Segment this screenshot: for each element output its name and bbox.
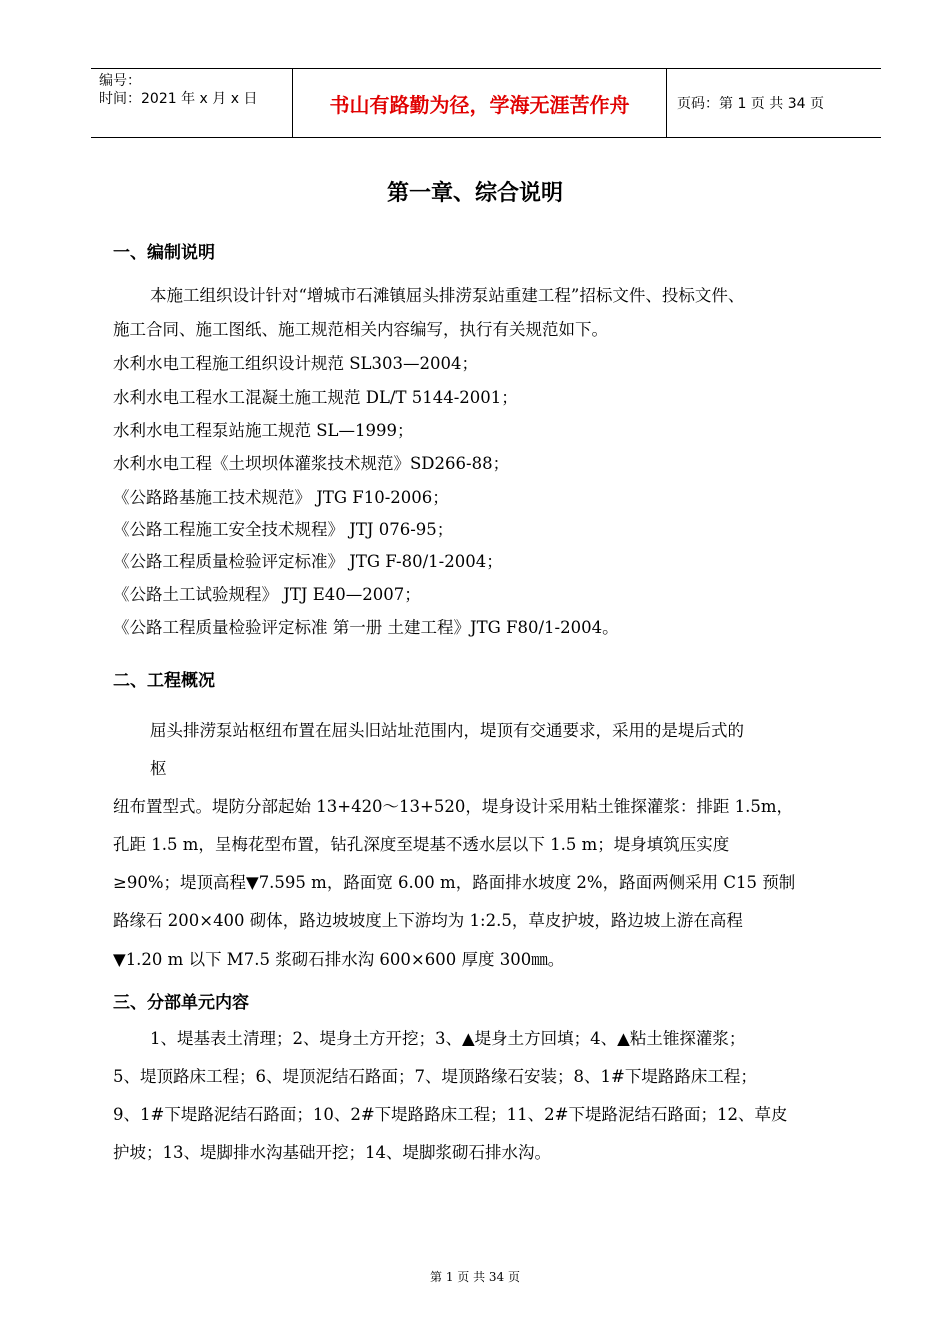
time-label: 时间：2021 年 x 月 x 日 — [99, 91, 258, 107]
section-heading-3: 三、分部单元内容 — [113, 993, 249, 1013]
paragraph-line: 施工合同、施工图纸、施工规范相关内容编写，执行有关规范如下。 — [113, 320, 608, 339]
paragraph-line: 路缘石 200×400 砌体，路边坡坡度上下游均为 1:2.5，草皮护坡，路边坡上游在高程 — [113, 911, 743, 930]
paragraph-line: ▼1.20 m 以下 M7.5 浆砌石排水沟 600×600 厚度 300㎜。 — [113, 950, 565, 969]
page-label: 页码：第 1 页 共 34 页 — [677, 96, 824, 112]
paragraph-line: 本施工组织设计针对“增城市石滩镇屈头排涝泵站重建工程”招标文件、投标文件、 — [150, 286, 745, 305]
paragraph-line: 9、1#下堤路泥结石路面；10、2#下堤路路床工程；11、2#下堤路泥结石路面；12、草皮 — [113, 1105, 788, 1124]
list-item: 《公路工程施工安全技术规程》 JTJ 076-95； — [113, 520, 454, 539]
header-info-cell — [91, 69, 293, 137]
list-item: 水利水电工程施工组织设计规范 SL303—2004； — [113, 354, 478, 373]
page-footer: 第 1 页 共 34 页 — [430, 1270, 520, 1284]
section-heading-2: 二、工程概况 — [113, 671, 215, 691]
paragraph-line: 孔距 1.5 m，呈梅花型布置，钻孔深度至堤基不透水层以下 1.5 m；堤身填筑压实度 — [113, 835, 730, 854]
header-table — [91, 68, 881, 138]
motto: 书山有路勤为径，学海无涯苦作舟 — [293, 69, 667, 137]
list-item: 《公路工程质量检验评定标准》 JTG F-80/1-2004； — [113, 552, 503, 571]
list-item: 水利水电工程泵站施工规范 SL—1999； — [113, 421, 414, 440]
paragraph-line: 屈头排涝泵站枢纽布置在屈头旧站址范围内，堤顶有交通要求，采用的是堤后式的 — [150, 721, 744, 740]
list-item: 水利水电工程《土坝坝体灌浆技术规范》SD266-88； — [113, 454, 510, 473]
paragraph-line: 1、堤基表土清理；2、堤身土方开挖；3、▲堤身土方回填；4、▲粘土锥探灌浆； — [150, 1029, 746, 1048]
list-item: 《公路土工试验规程》 JTJ E40—2007； — [113, 585, 421, 604]
paragraph-line: 枢 — [150, 759, 167, 778]
paragraph-line: 5、堤顶路床工程；6、堤顶泥结石路面；7、堤顶路缘石安装；8、1#下堤路路床工程； — [113, 1067, 757, 1086]
page-title: 第一章、综合说明 — [386, 181, 563, 206]
section-heading-1: 一、编制说明 — [113, 243, 215, 263]
list-item: 《公路路基施工技术规范》 JTG F10-2006； — [113, 488, 449, 507]
paragraph-line: 纽布置型式。堤防分部起始 13+420～13+520，堤身设计采用粘土锥探灌浆：排距 1.5m， — [113, 797, 794, 816]
list-item: 《公路工程质量检验评定标准 第一册 土建工程》JTG F80/1-2004。 — [113, 618, 619, 637]
paragraph-line: ≥90%；堤顶高程▼7.595 m，路面宽 6.00 m，路面排水坡度 2%，路面两侧采用 C15 预制 — [113, 873, 796, 892]
paragraph-line: 护坡；13、堤脚排水沟基础开挖；14、堤脚浆砌石排水沟。 — [113, 1143, 551, 1162]
list-item: 水利水电工程水工混凝土施工规范 DL/T 5144-2001； — [113, 388, 518, 407]
number-label: 编号： — [99, 73, 141, 89]
